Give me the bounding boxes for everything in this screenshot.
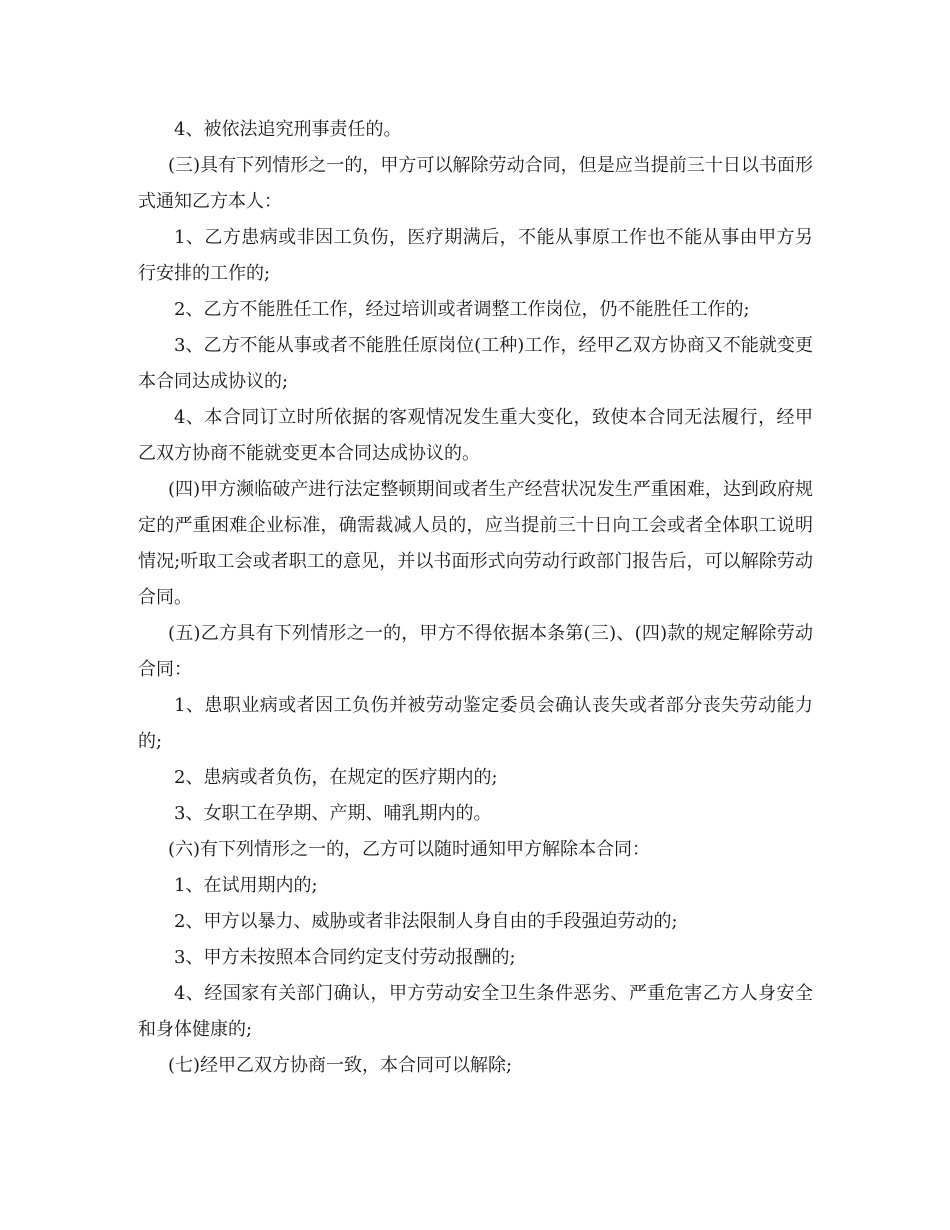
- paragraph-5: 3、乙方不能从事或者不能胜任原岗位(工种)工作，经甲乙双方协商又不能就变更本合同达成协议的;: [138, 335, 813, 392]
- paragraph-3: 1、乙方患病或非因工负伤，医疗期满后，不能从事原工作也不能从事由甲方另行安排的工作的;: [138, 227, 813, 284]
- paragraph-15: 3、甲方未按照本合同约定支付劳动报酬的;: [174, 947, 516, 968]
- paragraph-8: (五)乙方具有下列情形之一的，甲方不得依据本条第(三)、(四)款的规定解除劳动合同：: [138, 623, 813, 680]
- document-body: [138, 112, 813, 1084]
- paragraph-10: 2、患病或者负伤，在规定的医疗期内的;: [174, 767, 498, 788]
- paragraph-7: (四)甲方濒临破产进行法定整顿期间或者生产经营状况发生严重困难，达到政府规定的严重困难企业标准，确需裁减人员的，应当提前三十日向工会或者全体职工说明情况;听取工会或者职工的意见，并以书面形式向劳动行政部门报告后，可以解除劳动合同。: [138, 479, 813, 608]
- paragraph-6: 4、本合同订立时所依据的客观情况发生重大变化，致使本合同无法履行，经甲乙双方协商不能就变更本合同达成协议的。: [138, 407, 813, 464]
- paragraph-2: (三)具有下列情形之一的，甲方可以解除劳动合同，但是应当提前三十日以书面形式通知乙方本人：: [138, 155, 813, 212]
- paragraph-12: (六)有下列情形之一的，乙方可以随时通知甲方解除本合同：: [168, 839, 651, 860]
- paragraph-14: 2、甲方以暴力、威胁或者非法限制人身自由的手段强迫劳动的;: [174, 911, 678, 932]
- paragraph-4: 2、乙方不能胜任工作，经过培训或者调整工作岗位，仍不能胜任工作的;: [174, 299, 750, 320]
- paragraph-16: 4、经国家有关部门确认，甲方劳动安全卫生条件恶劣、严重危害乙方人身安全和身体健康的;: [138, 983, 813, 1040]
- paragraph-1: 4、被依法追究刑事责任的。: [174, 119, 402, 140]
- paragraph-11: 3、女职工在孕期、产期、哺乳期内的。: [174, 803, 492, 824]
- paragraph-9: 1、患职业病或者因工负伤并被劳动鉴定委员会确认丧失或者部分丧失劳动能力的;: [138, 695, 813, 752]
- paragraph-13: 1、在试用期内的;: [174, 875, 318, 896]
- paragraph-17: (七)经甲乙双方协商一致，本合同可以解除;: [168, 1055, 513, 1076]
